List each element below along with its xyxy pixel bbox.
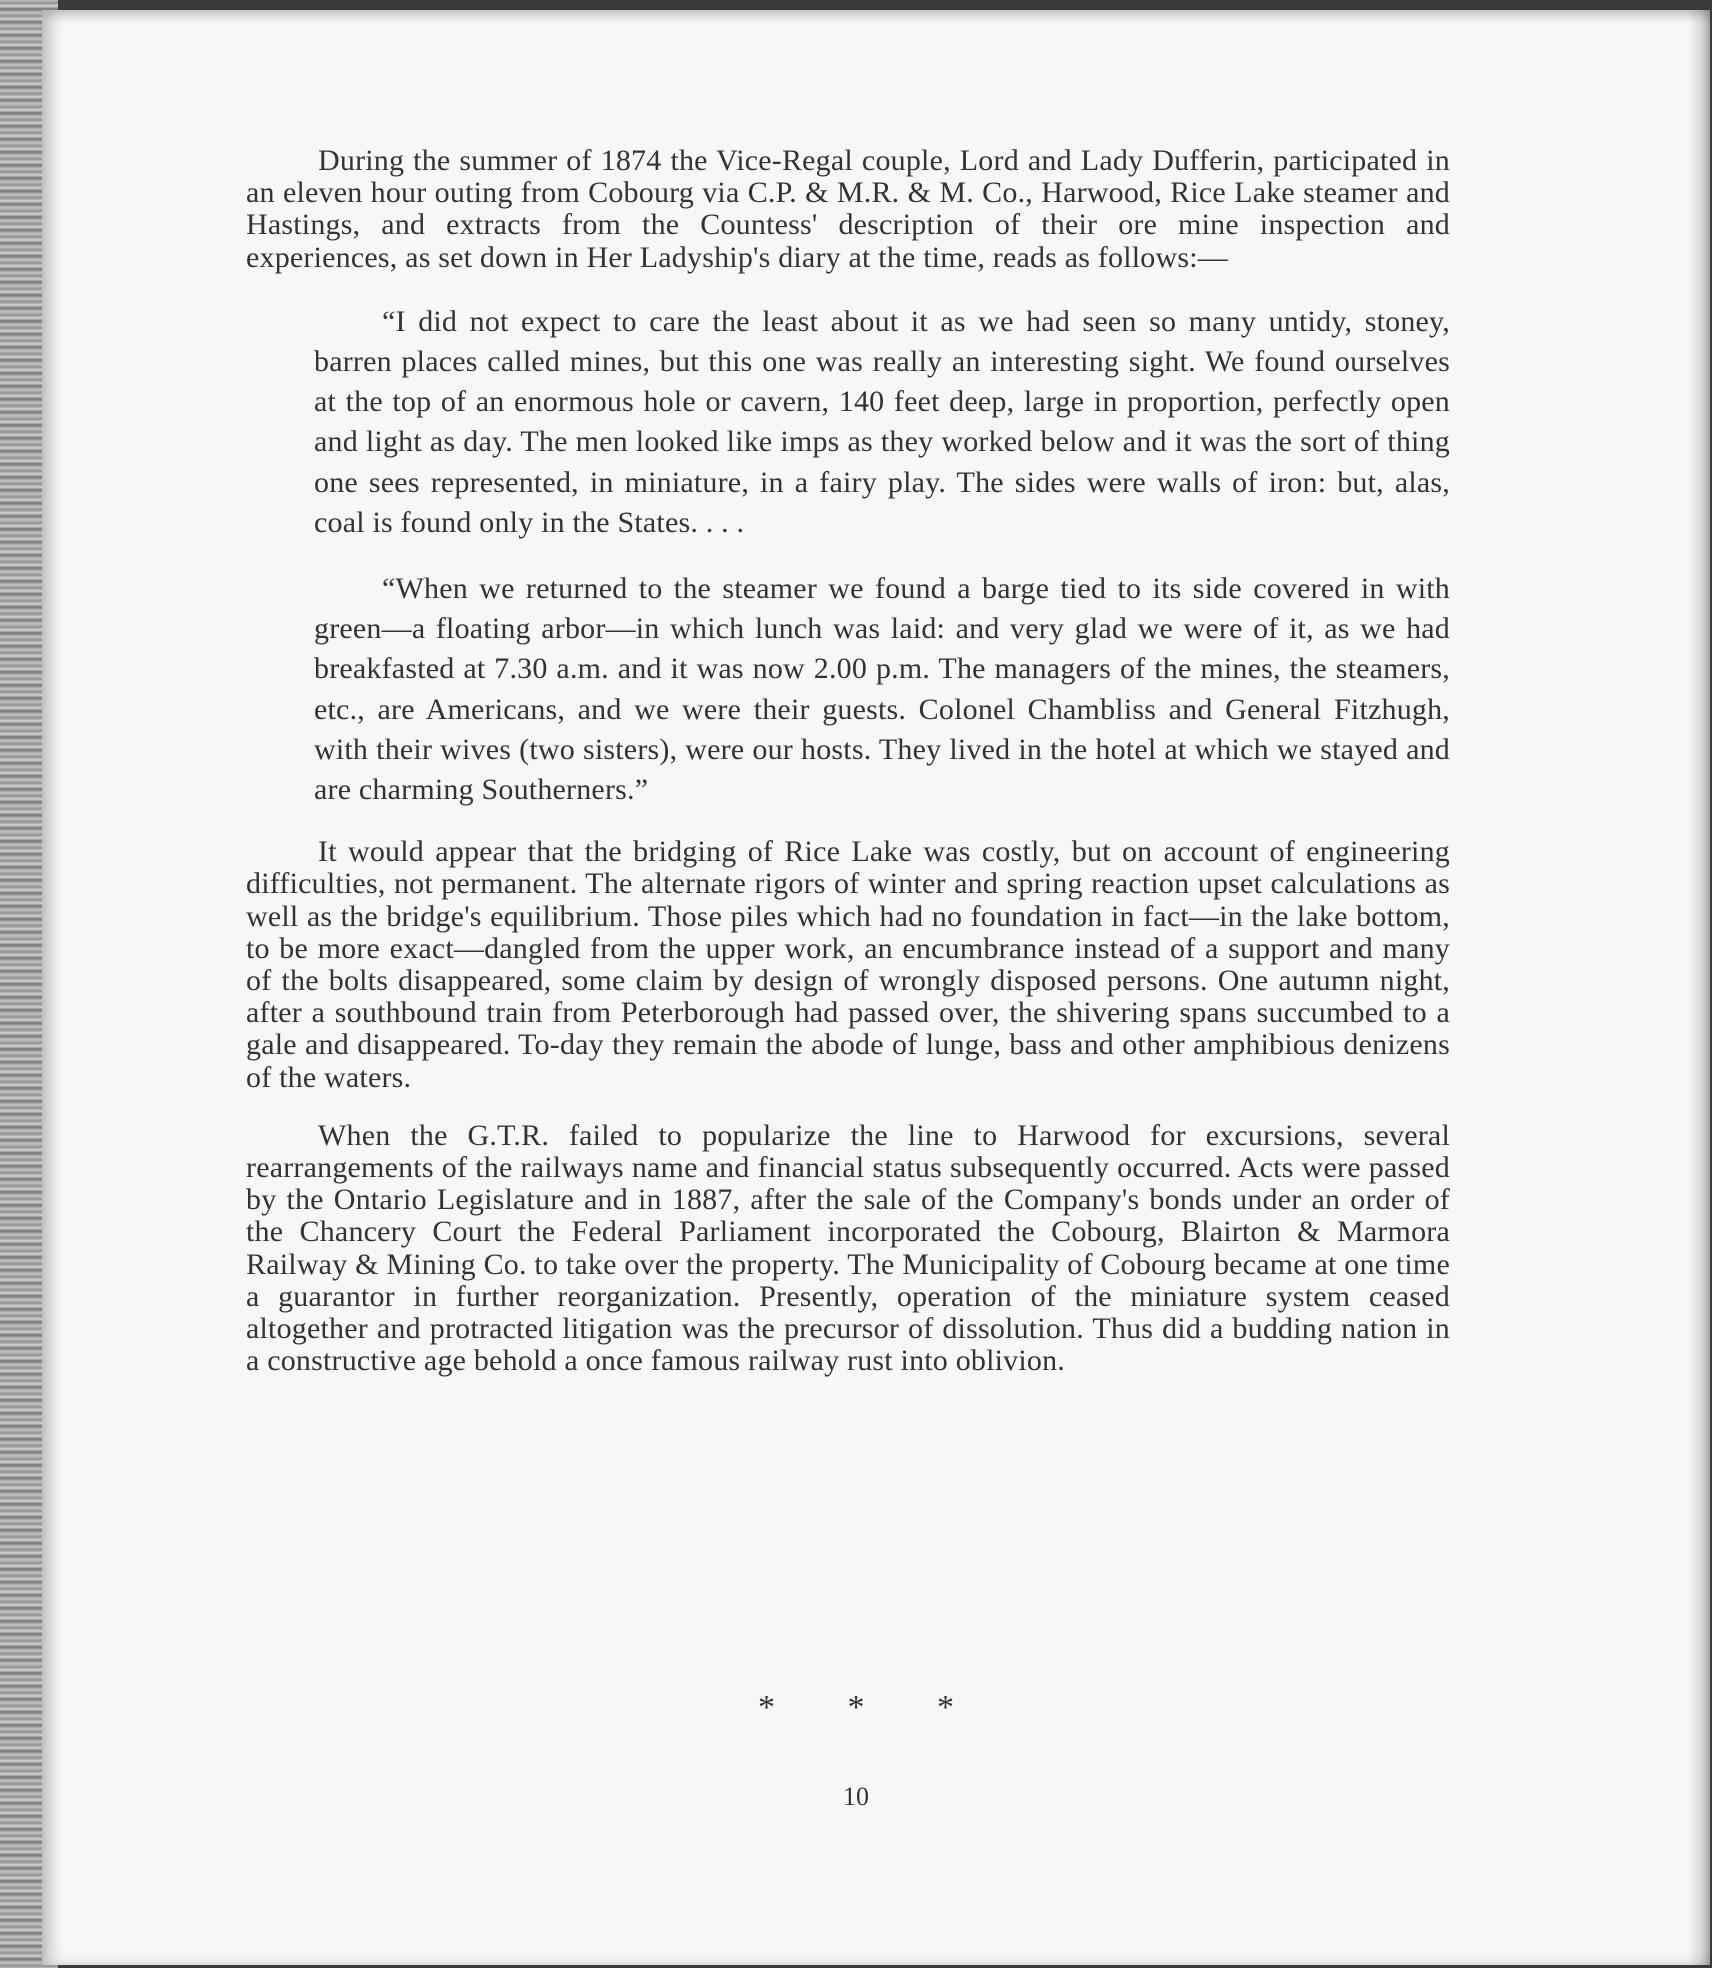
section-ornament: * * * <box>758 1689 986 1726</box>
page-edge-shadow <box>1688 10 1710 1965</box>
quote-steamer-lunch: “When we returned to the steamer we found a barge tied to its side covered in with green—a floating arbor—in which lunch was laid: and very glad we were of it, as we had breakfasted at 7.30 a.m. and it was now 2.00 p.m. The managers of the mines, the steamers, etc., are Americans, and we were their guests. Colonel Chambliss and General Fitzhugh, with their wives (two sisters), were our hosts. They lived in the hotel at which we stayed and are charming Southerners.” <box>314 572 1450 807</box>
quote-mine-visit: “I did not expect to care the least about it as we had seen so many untidy, stoney, barren places called mines, but this one was really an interesting sight. We found ourselves at the top of an enormous hole or cavern, 140 feet deep, large in proportion, perfectly open and light as day. The men looked like imps as they worked below and it was the sort of thing one sees represented, in miniature, in a fairy play. The sides were walls of iron: but, alas, coal is found only in the States. . . . <box>314 304 1450 539</box>
paragraph-rice-lake-bridge: It would appear that the bridging of Rice Lake was costly, but on account of engineering difficulties, not permanent. The alternate rigors of winter and spring reaction upset calculations as well as the bridge's equilibrium. Those piles which had no foundation in fact—in the lake bottom, to be more exact—dangled from the upper work, an encumbrance instead of a support and many of the bolts disappeared, some claim by design of wrongly disposed persons. One autumn night, after a southbound train from Peterborough had passed over, the shivering spans succumbed to a gale and disappeared. To-day they remain the abode of lunge, bass and other amphibious denizens of the waters. <box>246 835 1450 1094</box>
page-body <box>246 145 1450 1378</box>
paragraph-railway-dissolution: When the G.T.R. failed to popularize the line to Harwood for excursions, several rearrangements of the railways name and financial status subsequently occurred. Acts were passed by the Ontario Legislature and in 1887, after the sale of the Company's bonds under an order of the Chancery Court the Federal Parliament incorporated the Cobourg, Blairton & Marmora Railway & Mining Co. to take over the property. The Municipality of Cobourg became at one time a guarantor in further reorganization. Presently, operation of the miniature system ceased altogether and protracted litigation was the precursor of dissolution. Thus did a budding nation in a constructive age behold a once famous railway rust into oblivion. <box>246 1118 1450 1378</box>
paragraph-dufferin-outing: During the summer of 1874 the Vice-Regal couple, Lord and Lady Dufferin, participated in an eleven hour outing from Cobourg via C.P. & M.R. & M. Co., Harwood, Rice Lake steamer and Hastings, and extracts from the Countess' description of their ore mine inspection and experiences, as set down in Her Ladyship's diary at the time, reads as follows:— <box>246 144 1450 274</box>
page-number: 10 <box>843 1782 869 1811</box>
